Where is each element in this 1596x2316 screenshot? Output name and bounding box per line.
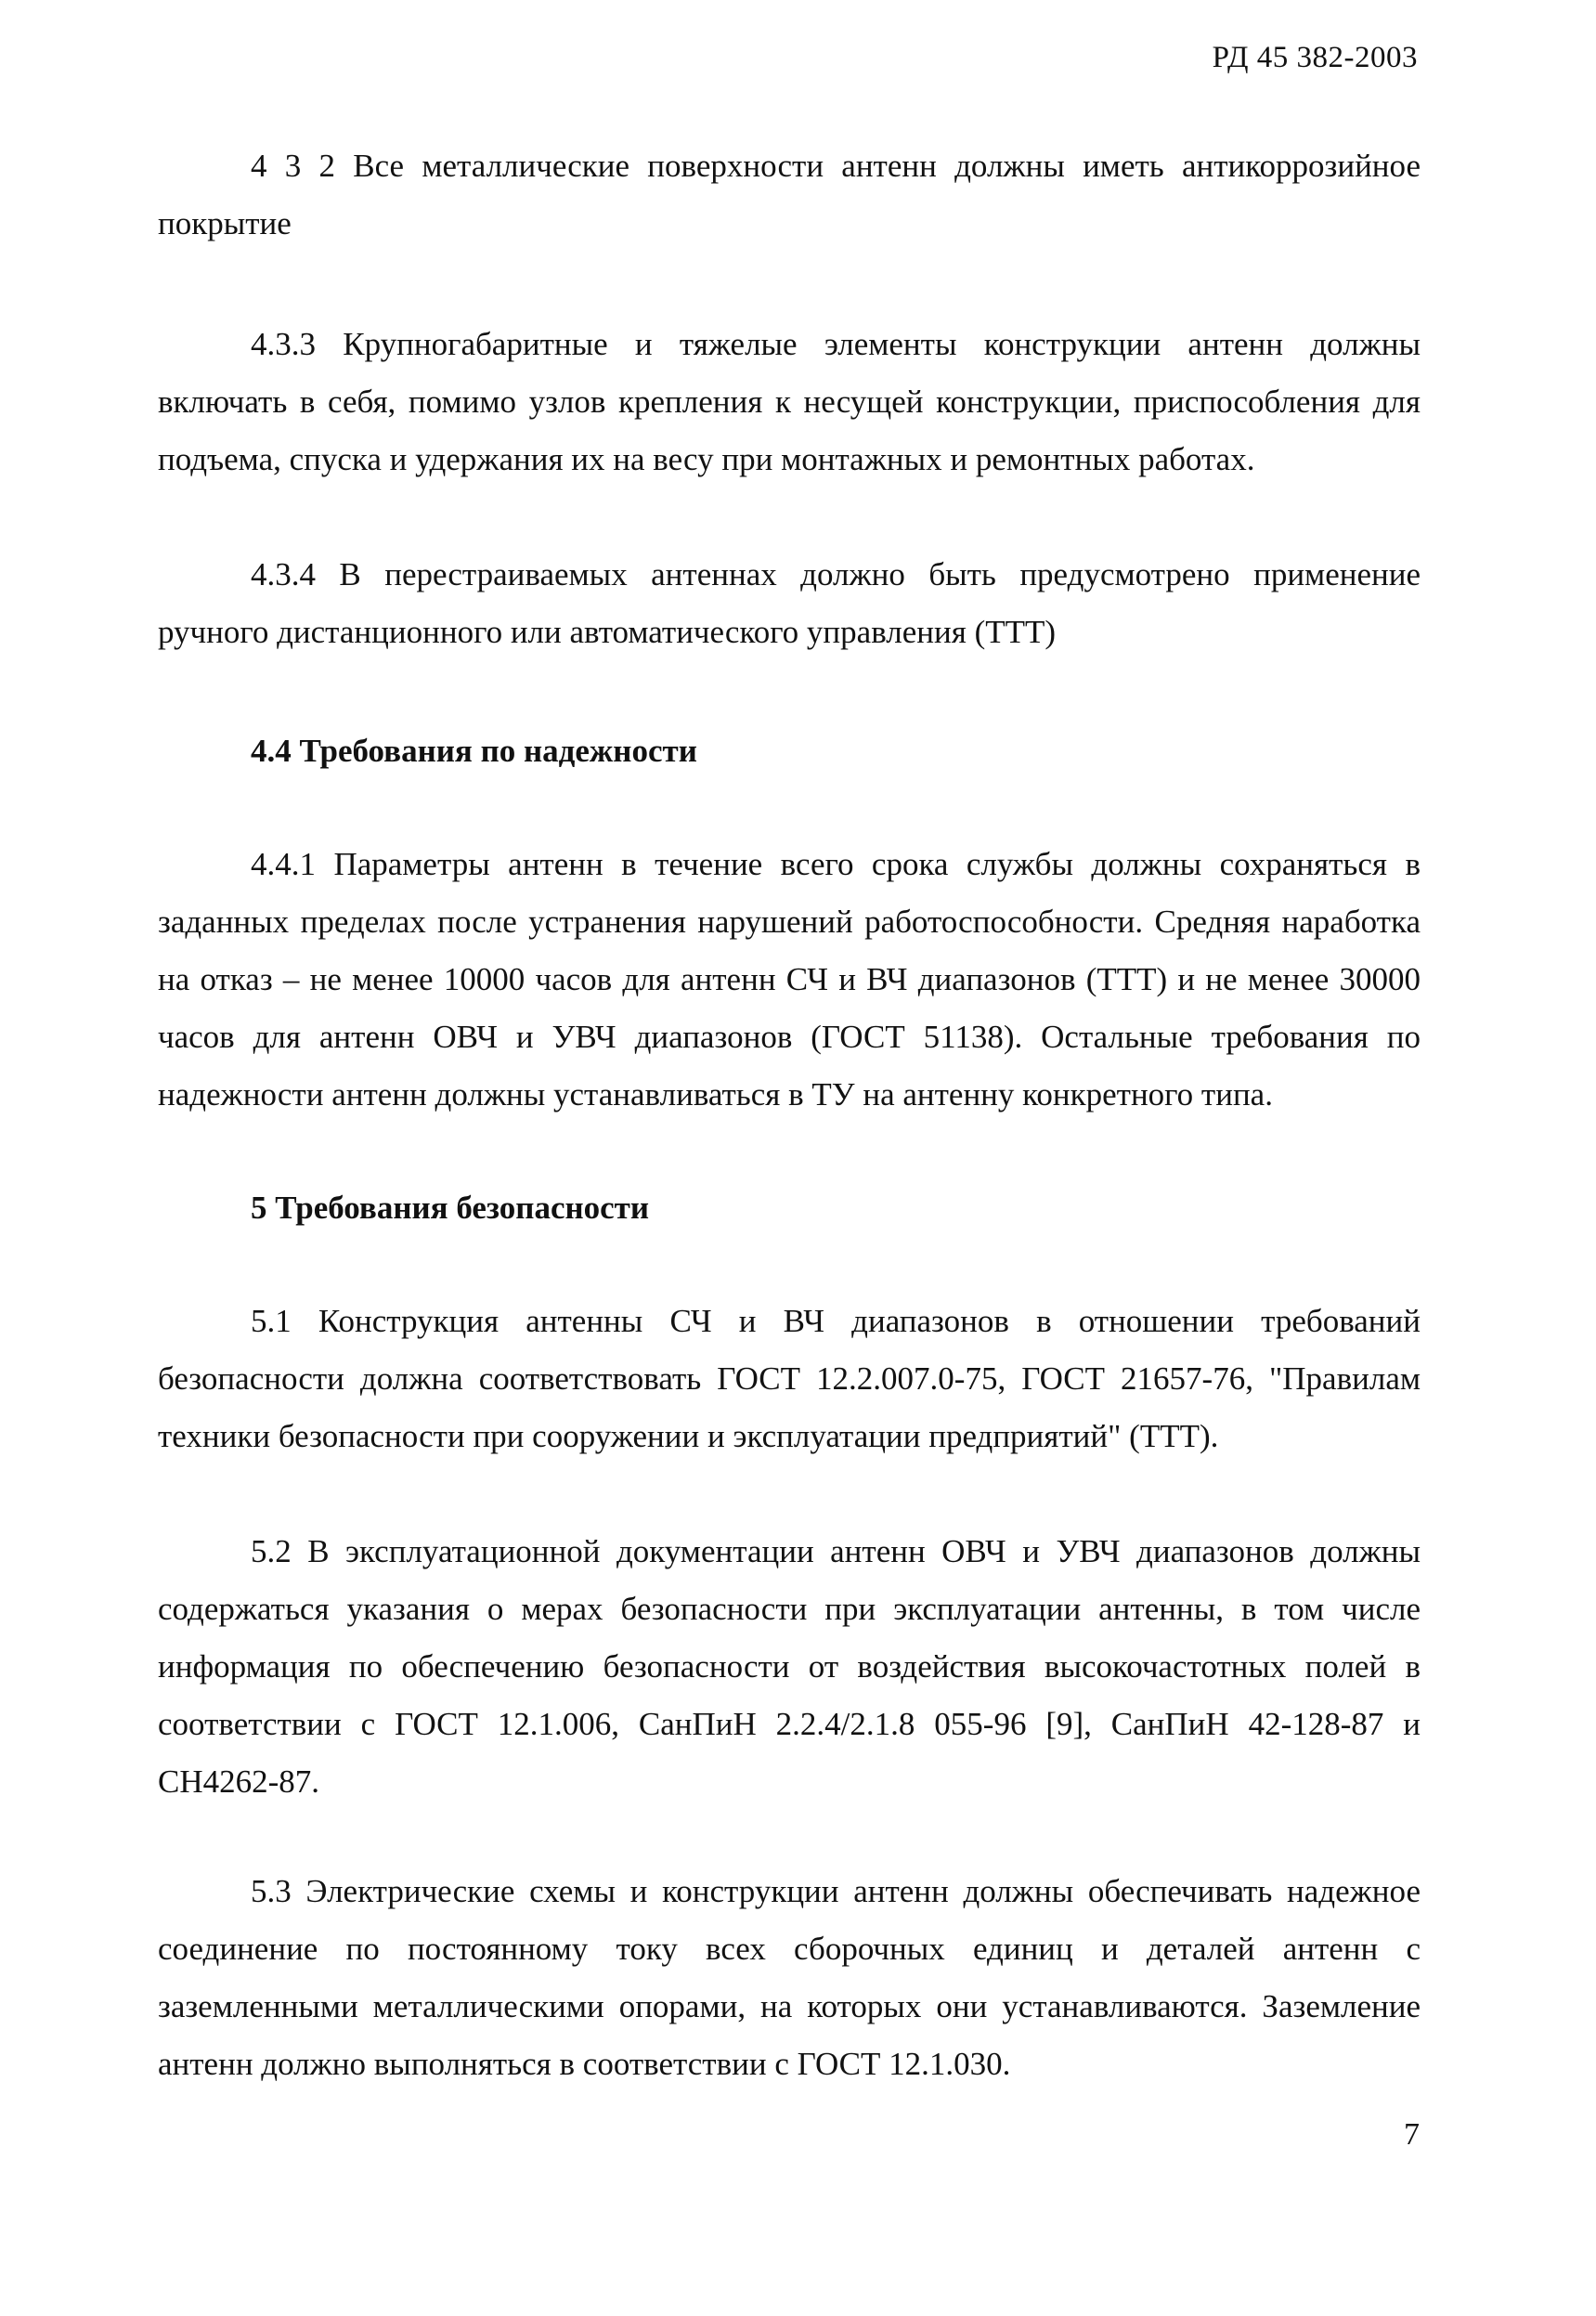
paragraph-5-1: 5.1 Конструкция антенны СЧ и ВЧ диапазонов в отношении требований безопасности должна соответствовать ГОСТ 12.2.007.0-75, ГОСТ 21657-76, "Правилам техники безопасности при сооружении и эксплуатации предприятий" (ТТТ). xyxy=(158,1303,1421,1454)
paragraph-4-3-4: 4.3.4 В перестраиваемых антеннах должно быть предусмотрено применение ручного дистанционного или автоматического управления (ТТТ) xyxy=(158,556,1421,650)
paragraph-5-3: 5.3 Электрические схемы и конструкции антенн должны обеспечивать надежное соединение по постоянному току всех сборочных единиц и деталей антенн с заземленными металлическими опорами, на которых они устанавливаются. Заземление антенн должно выполняться в соответствии с ГОСТ 12.1.030. xyxy=(158,1873,1421,2082)
page-number: 7 xyxy=(1404,2117,1420,2152)
paragraph-4-4-1: 4.4.1 Параметры антенн в течение всего срока службы должны сохраняться в заданных пределах после устранения нарушений работоспособности. Средняя наработка на отказ – не менее 10000 часов для антенн СЧ и ВЧ диапазонов (ТТТ) и не менее 30000 часов для антенн ОВЧ и УВЧ диапазонов (ГОСТ 51138). Остальные требования по надежности антенн должны устанавливаться в ТУ на антенну конкретного типа. xyxy=(158,846,1421,1112)
section-heading-5: 5 Требования безопасности xyxy=(251,1190,650,1226)
paragraph-5-2: 5.2 В эксплуатационной документации антенн ОВЧ и УВЧ диапазонов должны содержаться указания о мерах безопасности при эксплуатации антенны, в том числе информация по обеспечению безопасности от воздействия высокочастотных полей в соответствии с ГОСТ 12.1.006, СанПиН 2.2.4/2.1.8 055-96 [9], СанПиН 42-128-87 и СН4262-87. xyxy=(158,1533,1421,1800)
paragraph-4-3-2: 4 3 2 Все металлические поверхности антенн должны иметь антикоррозийное покрытие xyxy=(158,148,1421,241)
section-heading-4-4: 4.4 Требования по надежности xyxy=(251,733,697,769)
document-code: РД 45 382-2003 xyxy=(1212,41,1418,74)
paragraph-4-3-3: 4.3.3 Крупногабаритные и тяжелые элементы конструкции антенн должны включать в себя, помимо узлов крепления к несущей конструкции, приспособления для подъема, спуска и удержания их на весу при монтажных и ремонтных работах. xyxy=(158,326,1421,477)
